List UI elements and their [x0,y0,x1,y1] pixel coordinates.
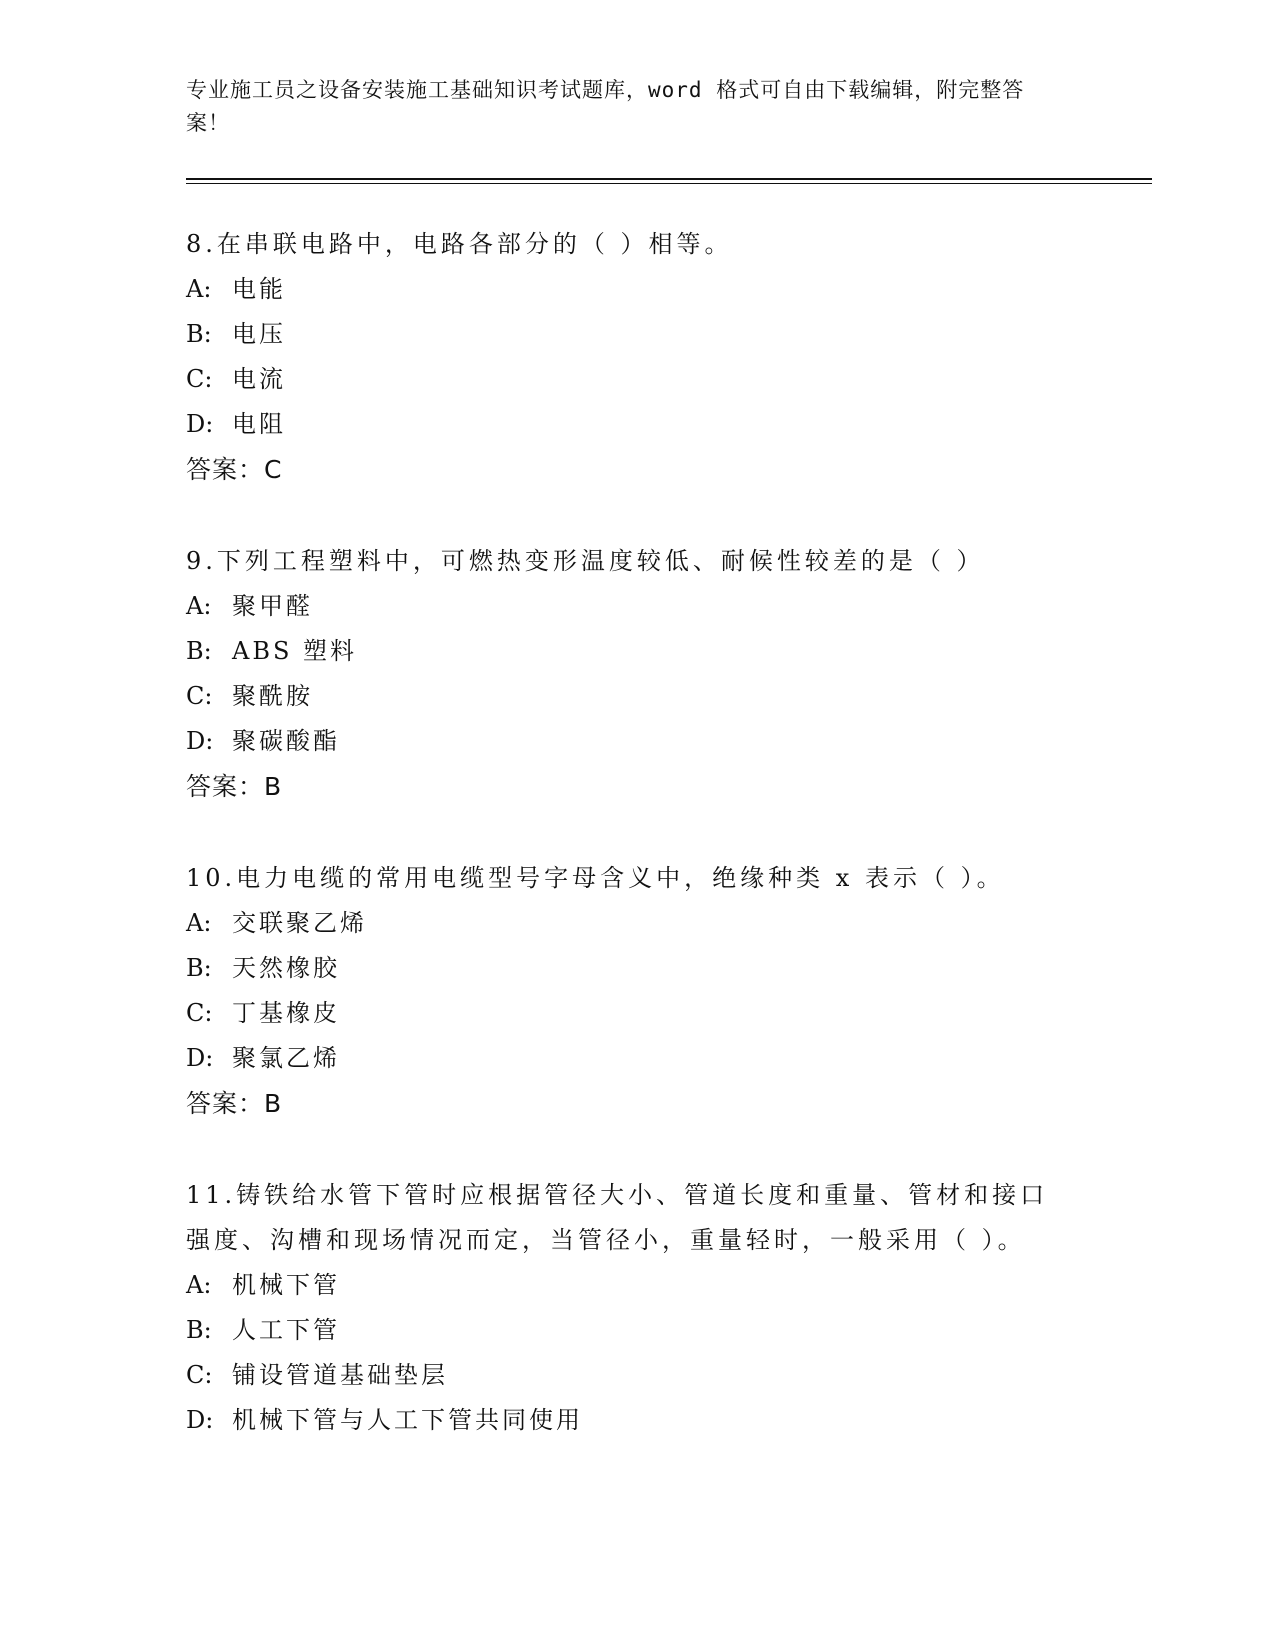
option-a [186,267,1086,312]
option-key: A: [186,592,212,620]
option-text: 聚酰胺 [232,682,313,710]
question-8 [186,222,1086,492]
option-d [186,402,1086,447]
option-b [186,312,1086,357]
header-title: 专业施工员之设备安装施工基础知识考试题库，word 格式可自由下载编辑，附完整答案！ [186,78,1025,135]
question-stem: 10.电力电缆的常用电缆型号字母含义中，绝缘种类 x 表示（ ）。 [186,864,1005,892]
question-11 [186,1173,1066,1443]
question-10 [186,856,1086,1126]
option-key: D: [186,410,214,438]
option-b [186,629,1086,674]
option-d [186,1398,1066,1443]
option-text: 机械下管与人工下管共同使用 [232,1406,583,1434]
option-text: 天然橡胶 [232,954,340,982]
option-d [186,719,1086,764]
option-text: 电压 [232,320,286,348]
option-key: A: [186,1271,212,1299]
option-text: 交联聚乙烯 [232,909,367,937]
option-text: 丁基橡皮 [232,999,340,1027]
option-key: C: [186,365,213,393]
option-text: 聚甲醛 [232,592,313,620]
option-b [186,946,1086,991]
answer-line: 答案：C [186,455,283,484]
document-header [186,74,1066,140]
option-text: 电阻 [232,410,286,438]
option-b [186,1308,1066,1353]
option-text: ABS 塑料 [232,637,358,665]
answer-line: 答案：B [186,1089,283,1118]
option-text: 电能 [232,275,286,303]
option-key: D: [186,1406,214,1434]
question-9 [186,539,1086,809]
option-key: A: [186,275,212,303]
option-c [186,357,1086,402]
question-stem: 11.铸铁给水管下管时应根据管径大小、管道长度和重量、管材和接口强度、沟槽和现场情况而定，当管径小，重量轻时，一般采用（ ）。 [186,1181,1049,1254]
option-key: C: [186,999,213,1027]
option-text: 人工下管 [232,1316,340,1344]
option-key: B: [186,637,212,665]
option-a [186,1263,1066,1308]
option-c [186,1353,1066,1398]
option-key: C: [186,1361,213,1389]
option-key: B: [186,320,212,348]
option-text: 电流 [232,365,286,393]
option-text: 聚碳酸酯 [232,727,340,755]
option-a [186,901,1086,946]
option-a [186,584,1086,629]
option-key: A: [186,909,212,937]
question-stem: 9.下列工程塑料中，可燃热变形温度较低、耐候性较差的是（ ） [186,547,985,575]
header-rule-thick [186,178,1152,180]
option-key: C: [186,682,213,710]
option-text: 聚氯乙烯 [232,1044,340,1072]
option-text: 铺设管道基础垫层 [232,1361,448,1389]
header-rule-thin [186,183,1152,184]
option-key: B: [186,1316,212,1344]
option-c [186,991,1086,1036]
option-key: B: [186,954,212,982]
option-key: D: [186,727,214,755]
answer-line: 答案：B [186,772,283,801]
question-stem: 8.在串联电路中，电路各部分的（ ）相等。 [186,230,733,258]
option-text: 机械下管 [232,1271,340,1299]
option-c [186,674,1086,719]
option-key: D: [186,1044,214,1072]
option-d [186,1036,1086,1081]
